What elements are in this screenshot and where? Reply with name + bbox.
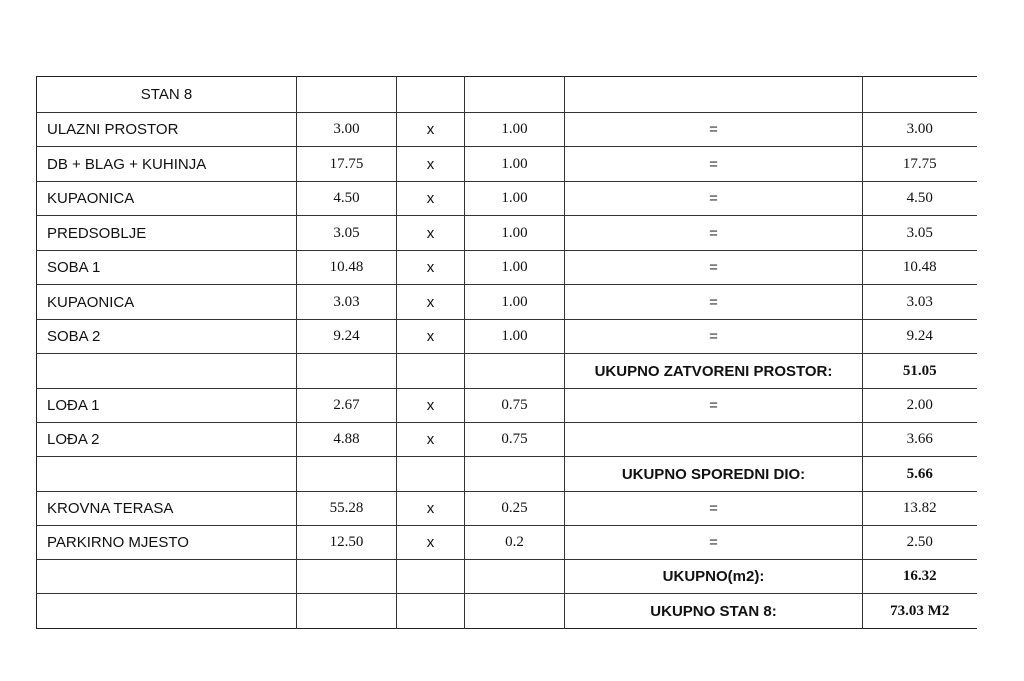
multiply-sign: x xyxy=(397,216,465,251)
multiply-sign: x xyxy=(397,492,465,526)
table-title: STAN 8 xyxy=(37,77,297,113)
room-name: PARKIRNO MJESTO xyxy=(37,526,297,560)
side-total-label: UKUPNO SPOREDNI DIO: xyxy=(565,457,863,492)
room-coefficient: 1.00 xyxy=(465,113,565,147)
room-result: 3.03 xyxy=(863,285,977,320)
grand-total-row xyxy=(37,594,977,629)
grand-total-value: 73.03 M2 xyxy=(890,602,950,619)
equals-sign: = xyxy=(565,526,863,560)
side-total-row xyxy=(37,457,977,492)
room-area: 2.67 xyxy=(297,389,397,423)
equals-sign: = xyxy=(565,113,863,147)
room-area: 4.50 xyxy=(297,182,397,216)
side-total-value: 5.66 xyxy=(863,457,977,492)
room-result: 3.05 xyxy=(863,216,977,251)
equals-sign: = xyxy=(565,182,863,216)
room-area: 10.48 xyxy=(297,251,397,285)
room-result: 4.50 xyxy=(863,182,977,216)
room-coefficient: 0.2 xyxy=(465,526,565,560)
multiply-sign: x xyxy=(397,285,465,320)
room-coefficient: 1.00 xyxy=(465,320,565,354)
multiply-sign: x xyxy=(397,389,465,423)
table-row xyxy=(37,492,977,526)
room-area: 12.50 xyxy=(297,526,397,560)
multiply-sign: x xyxy=(397,320,465,354)
room-name: KUPAONICA xyxy=(37,182,297,216)
table-row xyxy=(37,251,977,285)
equals-sign: = xyxy=(565,492,863,526)
room-name: SOBA 1 xyxy=(37,251,297,285)
table-row xyxy=(37,389,977,423)
room-name: SOBA 2 xyxy=(37,320,297,354)
equals-sign: = xyxy=(565,216,863,251)
room-name: PREDSOBLJE xyxy=(37,216,297,251)
multiply-sign: x xyxy=(397,147,465,182)
equals-sign: = xyxy=(565,389,863,423)
room-name: KROVNA TERASA xyxy=(37,492,297,526)
multiply-sign: x xyxy=(397,182,465,216)
room-coefficient: 1.00 xyxy=(465,251,565,285)
table-row xyxy=(37,182,977,216)
room-coefficient: 0.75 xyxy=(465,423,565,457)
grand-total-label: UKUPNO STAN 8: xyxy=(565,594,863,629)
room-coefficient: 1.00 xyxy=(465,216,565,251)
extra-total-value: 16.32 xyxy=(863,560,977,594)
table-row xyxy=(37,216,977,251)
area-table xyxy=(36,76,977,629)
room-result: 17.75 xyxy=(863,147,977,182)
closed-total-value: 51.05 xyxy=(863,354,977,389)
room-coefficient: 1.00 xyxy=(465,182,565,216)
room-result: 2.00 xyxy=(863,389,977,423)
room-result: 3.00 xyxy=(863,113,977,147)
table-row xyxy=(37,320,977,354)
room-area: 9.24 xyxy=(297,320,397,354)
table-row xyxy=(37,147,977,182)
room-name: DB + BLAG + KUHINJA xyxy=(37,147,297,182)
room-coefficient: 1.00 xyxy=(465,147,565,182)
room-area: 3.03 xyxy=(297,285,397,320)
room-coefficient: 0.75 xyxy=(465,389,565,423)
room-name: LOĐA 2 xyxy=(37,423,297,457)
room-coefficient: 0.25 xyxy=(465,492,565,526)
room-area: 55.28 xyxy=(297,492,397,526)
extra-total-label: UKUPNO(m2): xyxy=(565,560,863,594)
room-result: 3.66 xyxy=(863,423,977,457)
room-result: 9.24 xyxy=(863,320,977,354)
table-row xyxy=(37,423,977,457)
equals-sign: = xyxy=(565,251,863,285)
room-name: KUPAONICA xyxy=(37,285,297,320)
table-row xyxy=(37,285,977,320)
closed-total-label: UKUPNO ZATVORENI PROSTOR: xyxy=(565,354,863,389)
room-result: 2.50 xyxy=(863,526,977,560)
closed-total-row xyxy=(37,354,977,389)
room-area: 3.05 xyxy=(297,216,397,251)
table-row xyxy=(37,113,977,147)
room-name: ULAZNI PROSTOR xyxy=(37,113,297,147)
multiply-sign: x xyxy=(397,251,465,285)
room-area: 4.88 xyxy=(297,423,397,457)
equals-sign: = xyxy=(565,320,863,354)
table-header-row xyxy=(37,77,977,113)
equals-sign: = xyxy=(565,147,863,182)
room-area: 17.75 xyxy=(297,147,397,182)
table-row xyxy=(37,526,977,560)
room-name: LOĐA 1 xyxy=(37,389,297,423)
equals-sign xyxy=(565,423,863,457)
multiply-sign: x xyxy=(397,113,465,147)
room-result: 13.82 xyxy=(863,492,977,526)
room-area: 3.00 xyxy=(297,113,397,147)
multiply-sign: x xyxy=(397,423,465,457)
room-coefficient: 1.00 xyxy=(465,285,565,320)
room-result: 10.48 xyxy=(863,251,977,285)
multiply-sign: x xyxy=(397,526,465,560)
equals-sign: = xyxy=(565,285,863,320)
extra-total-row xyxy=(37,560,977,594)
